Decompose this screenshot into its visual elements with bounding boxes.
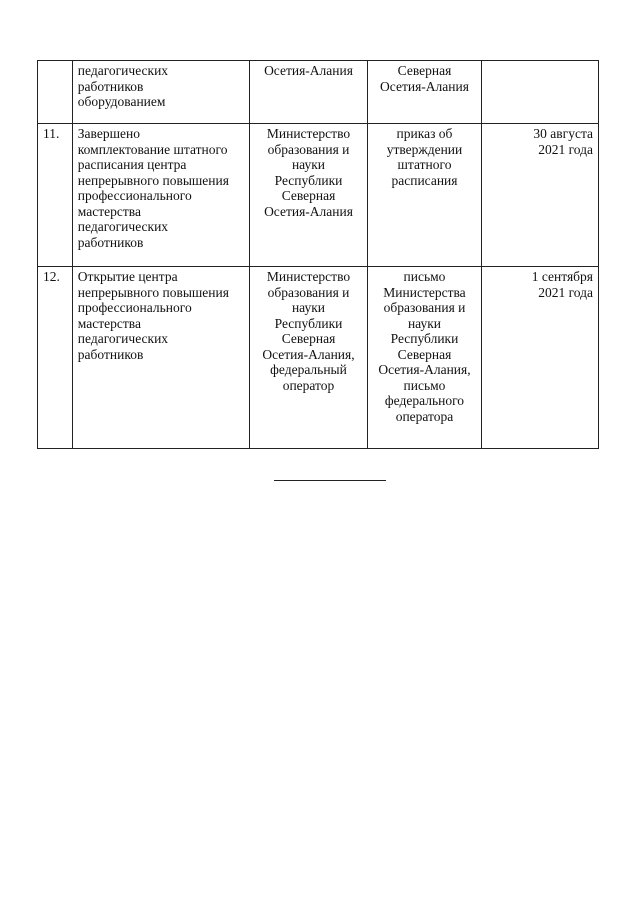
- deadline-cell: [481, 124, 598, 267]
- row-number-cell: [38, 61, 73, 124]
- action-cell: [72, 124, 249, 267]
- action-text: Завершено комплектование штатного расписания центра непрерывного повышения профессионального мастерства педагогических работников: [77, 126, 229, 250]
- responsible-cell: [249, 267, 367, 449]
- row-number-cell: [38, 267, 73, 449]
- table-row: [38, 267, 599, 449]
- responsible-text: Осетия-Алания: [264, 63, 353, 78]
- row-number: 11.: [43, 126, 60, 141]
- document-text: письмо Министерства образования и науки Республики Северная Осетия-Алания, письмо федерального оператора: [378, 269, 471, 424]
- document-end-line: [274, 480, 386, 481]
- row-number-cell: [38, 124, 73, 267]
- row-number: 12.: [43, 269, 60, 284]
- document-cell: [368, 61, 482, 124]
- deadline-text: 1 сентября 2021 года: [531, 269, 593, 300]
- responsible-text: Министерство образования и науки Республики Северная Осетия-Алания: [264, 126, 353, 219]
- responsible-text: Министерство образования и науки Республики Северная Осетия-Алания, федеральный оператор: [262, 269, 355, 393]
- responsible-cell: [249, 61, 367, 124]
- action-cell: [72, 267, 249, 449]
- action-text: педагогических работников оборудованием: [77, 63, 169, 109]
- plan-table: [37, 60, 599, 449]
- document-text: приказ об утверждении штатного расписания: [386, 126, 463, 188]
- action-cell: [72, 61, 249, 124]
- document-cell: [368, 124, 482, 267]
- table-row: [38, 61, 599, 124]
- action-text: Открытие центра непрерывного повышения профессионального мастерства педагогических работников: [77, 269, 229, 362]
- table-row: [38, 124, 599, 267]
- deadline-cell: [481, 267, 598, 449]
- deadline-cell: [481, 61, 598, 124]
- responsible-cell: [249, 124, 367, 267]
- document-cell: [368, 267, 482, 449]
- deadline-text: 30 августа 2021 года: [533, 126, 593, 157]
- document-text: Северная Осетия-Алания: [380, 63, 469, 94]
